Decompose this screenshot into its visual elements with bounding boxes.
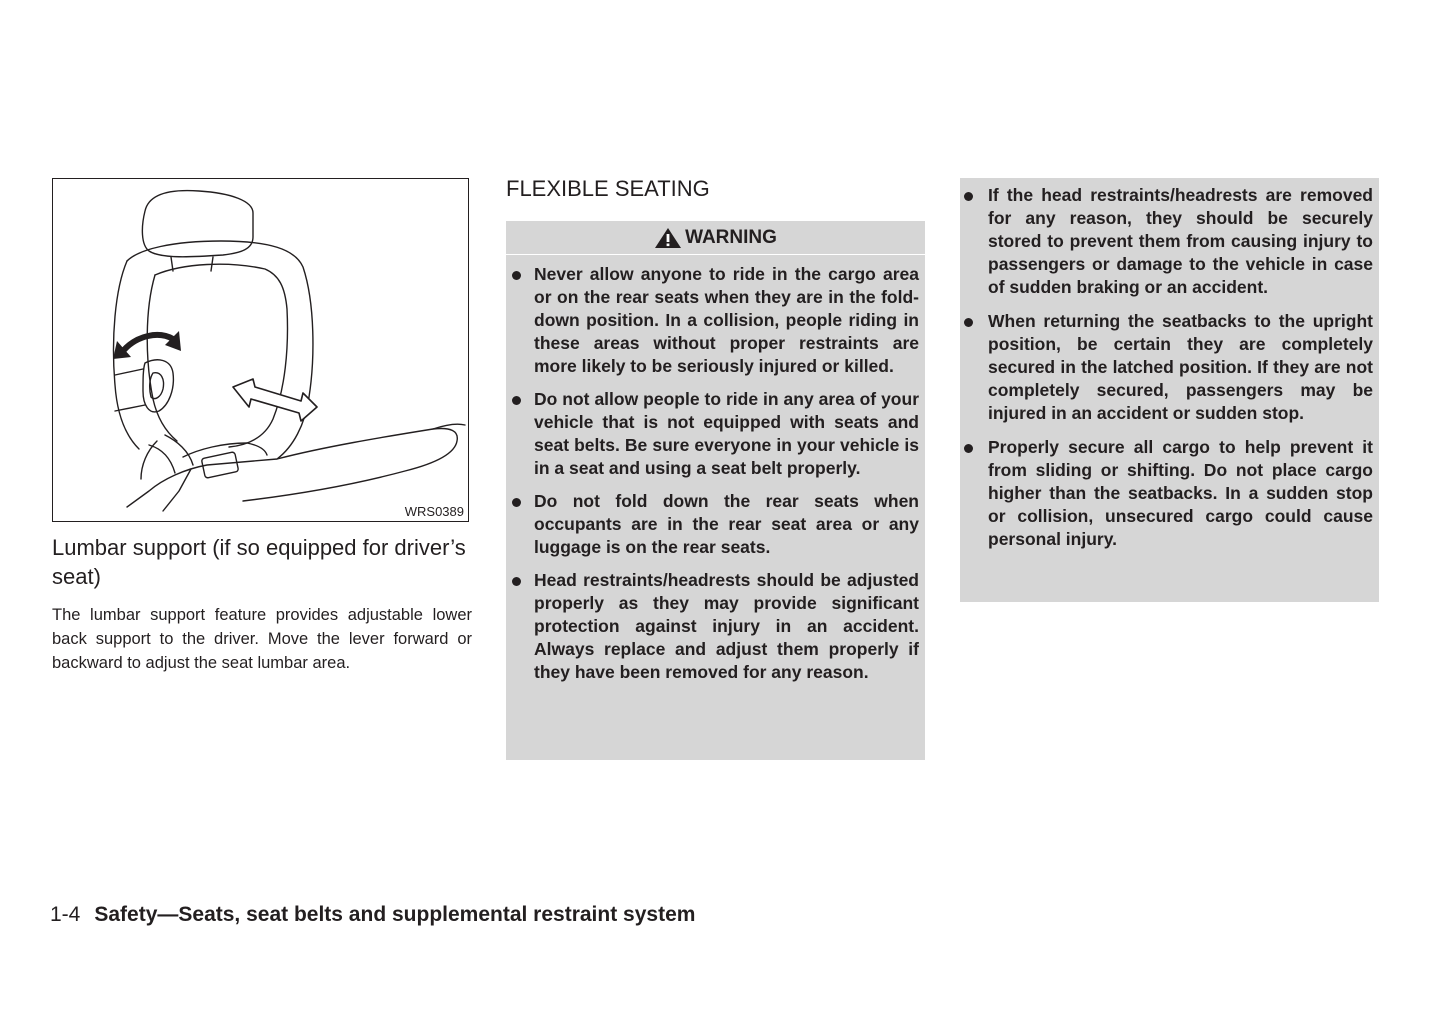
warning-header [506,221,925,255]
warning-item: Head restraints/headrests should be adjusted properly as they may provide significant protection against injury in an accident. Always replace and adjust them properly if they have been removed for any reason. [512,569,919,684]
page-number: 1-4 [50,903,81,926]
chapter-title: Safety—Seats, seat belts and supplemental restraint system [94,903,696,926]
page-footer [50,903,695,927]
flexible-seating-title: FLEXIBLE SEATING [506,176,710,201]
warning-box [506,221,925,760]
figure-code: WRS0389 [404,504,464,519]
warning-item: When returning the seatbacks to the upright position, be certain they are completely secured in the latched position. If they are not completely secured, passengers may be injured in an accident or sudden stop. [964,310,1373,425]
warning-item: Do not allow people to ride in any area of your vehicle that is not equipped with seats and seat belts. Be sure everyone in your vehicle is in a seat and using a seat belt properly. [512,388,919,480]
bullet-icon [964,444,973,453]
warning-label: WARNING [685,226,777,248]
bullet-icon [512,396,521,405]
warning-continued-box [960,178,1379,602]
seat-cushion-outline [243,429,457,502]
warning-continued-list [964,184,1373,551]
bullet-icon [964,318,973,327]
warning-item: Never allow anyone to ride in the cargo area or on the rear seats when they are in the fold-down position. In a collision, people riding in these areas without proper restraints are more likely to be seriously injured or killed. [512,263,919,378]
warning-item: Do not fold down the rear seats when occupants are in the rear seat area or any luggage is on the rear seats. [512,490,919,559]
lumbar-support-body: The lumbar support feature provides adjustable lower back support to the driver. Move the lever forward or backward to adjust the seat lumbar area. [52,606,472,672]
lumbar-lever [143,360,173,412]
lumbar-support-heading: Lumbar support (if so equipped for driver’s seat) [52,535,466,589]
bullet-icon [512,577,521,586]
bullet-icon [964,192,973,201]
bullet-icon [512,271,521,280]
warning-item: If the head restraints/headrests are removed for any reason, they should be securely stored to prevent them from causing injury to passengers or damage to the vehicle in case of sudden braking or an accident. [964,184,1373,299]
warning-list [506,255,925,684]
seat-illustration [53,179,469,522]
lumbar-support-figure [52,178,469,522]
warning-item: Properly secure all cargo to help prevent it from sliding or shifting. Do not place cargo higher than the seatbacks. In a sudden stop or collision, unsecured cargo could cause personal injury. [964,436,1373,551]
warning-triangle-icon [654,227,682,249]
bullet-icon [512,498,521,507]
